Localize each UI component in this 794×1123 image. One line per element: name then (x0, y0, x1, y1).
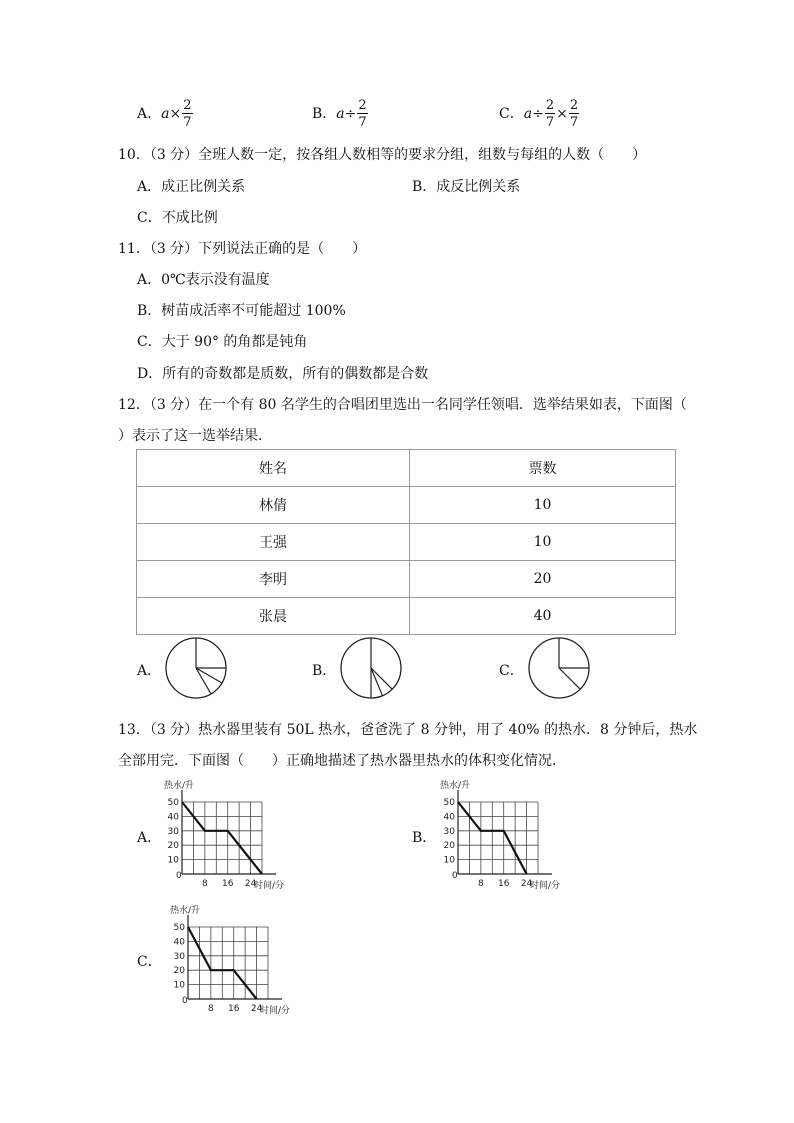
y-tick-label: 20 (173, 966, 185, 977)
x-tick-label: 24 (244, 879, 257, 889)
y-tick-label: 40 (443, 812, 455, 823)
x-tick-label: 24 (250, 1004, 263, 1014)
pie-slice-boundary (371, 668, 392, 689)
pie-chart-b (339, 636, 403, 700)
table-row (137, 487, 676, 524)
origin-label: 0 (176, 871, 182, 881)
q13-stem-line2: 全部用完．下面图（ ）正确地描述了热水器里热水的体积变化情况． (118, 753, 566, 769)
q12-stem-line1: 12．（3 分）在一个有 80 名学生的合唱团里选出一名同学任领唱．选举结果如表，下面图（ (118, 397, 687, 413)
y-tick-label: 10 (443, 855, 455, 866)
y-tick-label: 50 (167, 798, 179, 808)
y-axis-label: 热水/升 (170, 906, 201, 916)
q13-option-a-label: A． (137, 830, 162, 846)
q9-option-b: B．a÷ $\frac{2}{7}$ (312, 98, 367, 130)
table-header-row (137, 450, 676, 487)
table-cell: 10 (410, 487, 676, 524)
table-cell: 王强 (137, 524, 410, 561)
pie-radii (196, 638, 226, 694)
table-cell: 20 (410, 561, 676, 598)
y-tick-label: 30 (443, 826, 455, 837)
fraction: $\frac{2}{7}$ (183, 98, 192, 130)
y-tick-label: 50 (443, 798, 455, 808)
q12-option-b-label: B． (312, 663, 337, 679)
table-cell: 李明 (137, 561, 410, 598)
y-tick-label: 50 (173, 923, 185, 933)
y-axis-label: 热水/升 (164, 781, 195, 791)
y-tick-label: 10 (167, 855, 179, 866)
table-header-cell: 姓名 (137, 450, 410, 487)
x-tick-label: 16 (497, 879, 510, 889)
y-tick-label: 30 (167, 826, 179, 837)
q12-option-a-label: A． (137, 663, 162, 679)
q12-stem-line2: ）表示了这一选举结果． (118, 428, 272, 444)
q10-option-a: A．成正比例关系 (137, 179, 246, 195)
x-axis-label: 时间/分 (260, 1006, 291, 1015)
fraction: $\frac{2}{7}$ (358, 98, 367, 130)
x-tick-label: 16 (221, 879, 234, 889)
q13-stem-line1: 13．（3 分）热水器里装有 50L 热水，爸爸洗了 8 分钟，用了 40% 的热水．8 分钟后，热水 (118, 722, 698, 738)
origin-label: 0 (452, 871, 458, 881)
y-tick-label: 40 (173, 937, 185, 948)
y-tick-label: 30 (173, 951, 185, 962)
series-line (182, 802, 262, 874)
table-row (137, 524, 676, 561)
pie-chart-c (527, 636, 591, 700)
vote-table (136, 449, 676, 635)
pie-radii (371, 638, 392, 698)
q13-option-b-label: B． (412, 830, 437, 846)
x-tick-label: 8 (477, 879, 484, 889)
q10-stem: 10．（3 分）全班人数一定，按各组人数相等的要求分组，组数与每组的人数（ ） (118, 147, 647, 163)
x-tick-label: 24 (520, 879, 533, 889)
x-tick-label: 16 (227, 1004, 240, 1014)
q11-stem: 11．（3 分）下列说法正确的是（ ） (118, 241, 367, 257)
table-row (137, 561, 676, 598)
fraction: $\frac{2}{7}$ (545, 98, 555, 130)
origin-label: 0 (182, 996, 188, 1006)
q10-option-b: B．成反比例关系 (412, 179, 521, 195)
table-cell: 40 (410, 598, 676, 635)
pie-chart-a (164, 636, 228, 700)
q11-option-b: B．树苗成活率不可能超过 100% (137, 303, 346, 319)
y-tick-label: 10 (173, 980, 185, 991)
table-cell: 10 (410, 524, 676, 561)
pie-radii (559, 638, 589, 689)
q9-option-c: C．a÷ $\frac{2}{7}$ × $\frac{2}{7}$ (499, 98, 579, 130)
q9-option-a: A．a× $\frac{2}{7}$ (137, 98, 192, 130)
line-graph-a (160, 778, 296, 890)
table-cell: 林倩 (137, 487, 410, 524)
line-graph-c (166, 903, 302, 1015)
q10-option-c: C．不成比例 (137, 210, 218, 226)
x-tick-label: 8 (207, 1004, 214, 1014)
q11-option-d: D．所有的奇数都是质数，所有的偶数都是合数 (137, 366, 429, 382)
q13-option-c-label: C． (137, 954, 162, 970)
y-tick-label: 40 (167, 812, 179, 823)
y-tick-label: 20 (443, 841, 455, 852)
x-axis-label: 时间/分 (254, 881, 285, 890)
fraction: $\frac{2}{7}$ (569, 98, 579, 130)
table-row (137, 598, 676, 635)
q12-option-c-label: C． (499, 663, 524, 679)
q11-option-c: C．大于 90° 的角都是钝角 (137, 334, 308, 350)
line-graph-b (436, 778, 572, 890)
y-axis-label: 热水/升 (440, 781, 471, 791)
y-tick-label: 20 (167, 841, 179, 852)
pie-slice-boundary (559, 668, 580, 689)
q11-option-a: A．0℃表示没有温度 (137, 272, 270, 288)
table-cell: 张晨 (137, 598, 410, 635)
table-header-cell: 票数 (410, 450, 676, 487)
x-tick-label: 8 (201, 879, 208, 889)
pie-slice-boundary (371, 668, 382, 696)
x-axis-label: 时间/分 (530, 881, 561, 890)
